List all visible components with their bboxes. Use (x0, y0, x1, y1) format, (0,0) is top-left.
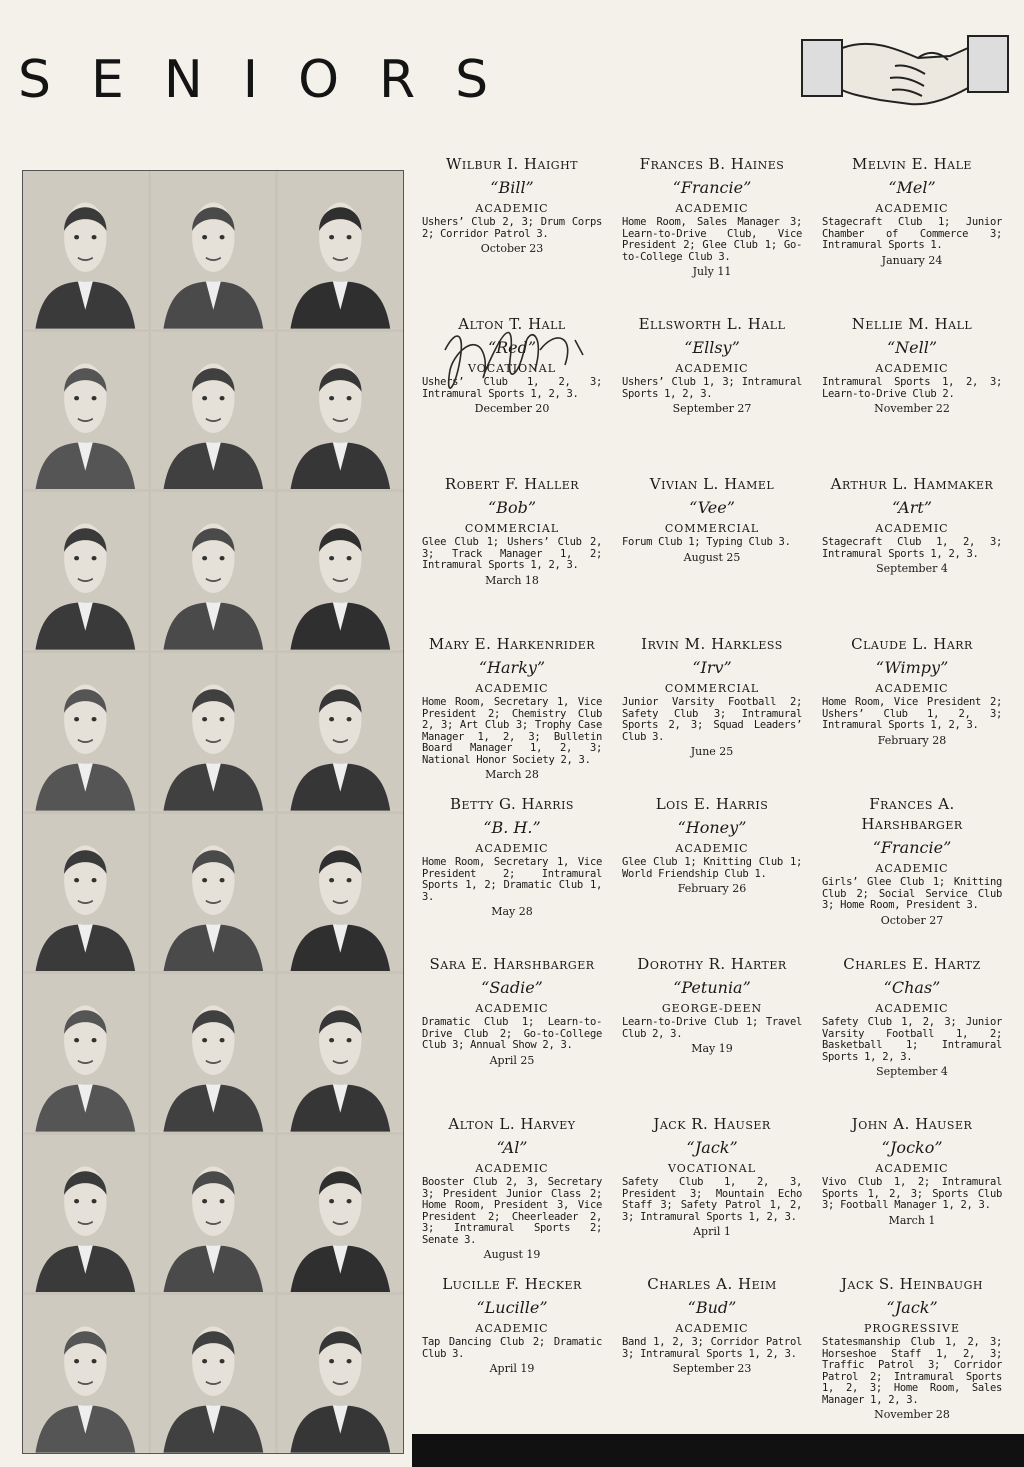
senior-nickname: “Sadie” (481, 978, 543, 997)
student-portrait (278, 332, 403, 490)
senior-activities: Girls’ Glee Club 1; Knitting Club 2; Social Service Club 3; Home Room, President 3. (822, 876, 1002, 911)
senior-name: Charles E. Hartz (843, 955, 981, 973)
senior-nickname: “Mel” (888, 178, 936, 197)
senior-activities: Home Room, Secretary 1, Vice President 2; Chemistry Club 2, 3; Art Club 3; Trophy Case Manager 1, 2, 3; Bulletin Board Manager 1, 2, 3; National Honor Society 2, 3. (422, 696, 602, 766)
senior-activities: Statesmanship Club 1, 2, 3; Horseshoe Staff 1, 2, 3; Traffic Patrol 3; Corridor Patrol 2; Intramural Sports 1, 2, 3; Home Room, Sales Manager 1, 2, 3. (822, 1336, 1002, 1406)
senior-activities: Ushers’ Club 1, 2, 3; Intramural Sports 1, 2, 3. (422, 376, 602, 400)
student-portrait (151, 974, 276, 1132)
student-portrait (278, 814, 403, 972)
senior-name: Mary E. Harkenrider (428, 635, 596, 653)
student-portrait (278, 1295, 403, 1453)
senior-course: ACADEMIC (475, 1322, 549, 1335)
senior-nickname: “Irv” (692, 658, 732, 677)
senior-course: ACADEMIC (475, 1162, 549, 1175)
student-portrait (23, 1135, 148, 1293)
senior-course: ACADEMIC (675, 1322, 749, 1335)
bottom-bar (412, 1434, 1024, 1467)
senior-nickname: “Bill” (490, 178, 534, 197)
senior-entry (412, 1108, 612, 1268)
senior-name: Vivian L. Hamel (649, 475, 775, 493)
senior-birthday: September 23 (672, 1362, 752, 1375)
senior-name: Alton L. Harvey (448, 1115, 576, 1133)
senior-course: ACADEMIC (875, 862, 949, 875)
senior-birthday: July 11 (692, 265, 732, 278)
senior-name: Lucille F. Hecker (442, 1275, 582, 1293)
senior-name: Arthur L. Hammaker (830, 475, 994, 493)
senior-birthday: April 25 (489, 1053, 535, 1067)
senior-activities: Learn-to-Drive Club 1; Travel Club 2, 3. (622, 1016, 802, 1040)
senior-activities: Home Room, Vice President 2; Ushers’ Club 1, 2, 3; Intramural Sports 1, 2, 3. (822, 696, 1002, 731)
senior-course: COMMERCIAL (664, 682, 760, 695)
senior-entry (612, 1268, 812, 1428)
senior-entry (612, 468, 812, 628)
senior-course: ACADEMIC (475, 202, 549, 215)
senior-birthday: January 24 (881, 253, 943, 267)
senior-birthday: March 1 (888, 1213, 936, 1227)
student-portrait (151, 814, 276, 972)
student-portrait (151, 332, 276, 490)
senior-activities: Booster Club 2, 3, Secretary 3; President Junior Class 2; Home Room, President 3, Vice President 2; Cheerleader 2, 3; Intramural Sports 2; Senate 3. (422, 1176, 602, 1246)
student-portrait (278, 492, 403, 650)
senior-entry (612, 308, 812, 468)
senior-birthday: November 22 (874, 402, 950, 415)
senior-birthday: September 27 (672, 402, 752, 415)
senior-nickname: “Jack” (886, 1298, 938, 1317)
senior-nickname: “Art” (892, 498, 932, 517)
senior-course: COMMERCIAL (664, 522, 760, 535)
senior-name: Frances B. Haines (639, 155, 785, 173)
senior-name: Melvin E. Hale (852, 155, 972, 173)
senior-nickname: “Harky” (478, 658, 546, 677)
senior-name: Jack R. Hauser (653, 1115, 771, 1133)
senior-name: Irvin M. Harkless (641, 635, 783, 653)
senior-birthday: March 28 (485, 768, 539, 781)
senior-activities: Dramatic Club 1; Learn-to-Drive Club 2; Go-to-College Club 3; Annual Show 2, 3. (422, 1016, 602, 1051)
senior-entry (412, 628, 612, 788)
student-portrait (23, 1295, 148, 1453)
photo-grid (22, 170, 404, 1454)
senior-birthday: May 19 (691, 1042, 733, 1055)
senior-nickname: “Jack” (686, 1138, 738, 1157)
senior-entries (412, 148, 1012, 1428)
senior-entry (812, 628, 1012, 788)
senior-entry (812, 788, 1012, 948)
senior-nickname: “Red” (487, 338, 537, 357)
student-portrait (151, 1295, 276, 1453)
student-portrait (151, 1135, 276, 1293)
student-portrait (23, 653, 148, 811)
student-portrait (278, 171, 403, 329)
senior-entry (412, 1268, 612, 1428)
senior-activities: Ushers’ Club 1, 3; Intramural Sports 1, 2, 3. (622, 376, 802, 400)
senior-activities: Tap Dancing Club 2; Dramatic Club 3. (422, 1336, 602, 1360)
senior-course: VOCATIONAL (467, 362, 557, 375)
student-portrait (23, 492, 148, 650)
senior-entry (612, 788, 812, 948)
senior-course: ACADEMIC (875, 1002, 949, 1015)
senior-entry (412, 468, 612, 628)
senior-nickname: “Lucille” (476, 1298, 548, 1317)
senior-activities: Safety Club 1, 2, 3, President 3; Mountain Echo Staff 3; Safety Patrol 1, 2, 3; Intramural Sports 1, 2, 3. (622, 1176, 802, 1223)
student-portrait (23, 974, 148, 1132)
senior-course: GEORGE-DEEN (661, 1002, 763, 1015)
senior-birthday: October 27 (880, 913, 944, 927)
senior-nickname: “Bud” (687, 1298, 737, 1317)
senior-course: ACADEMIC (875, 522, 949, 535)
senior-birthday: November 28 (874, 1408, 950, 1421)
page-title: SENIORS (18, 50, 529, 110)
senior-entry (612, 948, 812, 1108)
senior-course: ACADEMIC (475, 682, 549, 695)
senior-course: VOCATIONAL (667, 1162, 757, 1175)
student-portrait (23, 814, 148, 972)
senior-activities: Stagecraft Club 1, 2, 3; Intramural Sports 1, 2, 3. (822, 536, 1002, 560)
senior-birthday: September 4 (876, 1065, 948, 1078)
senior-birthday: February 28 (877, 733, 947, 747)
senior-birthday: August 25 (683, 550, 741, 564)
senior-name: Wilbur I. Haight (445, 155, 579, 173)
senior-name: Betty G. Harris (450, 795, 574, 813)
senior-name: Ellsworth L. Hall (638, 315, 786, 333)
senior-course: ACADEMIC (475, 842, 549, 855)
senior-name: Nellie M. Hall (851, 315, 973, 333)
senior-name: Charles A. Heim (647, 1275, 777, 1293)
senior-birthday: August 19 (483, 1248, 541, 1261)
senior-nickname: “Vee” (689, 498, 735, 517)
senior-name: Claude L. Harr (851, 635, 973, 653)
senior-course: PROGRESSIVE (864, 1322, 960, 1335)
senior-nickname: “Jocko” (881, 1138, 943, 1157)
senior-course: COMMERCIAL (464, 522, 560, 535)
senior-entry (412, 308, 612, 468)
senior-activities: Forum Club 1; Typing Club 3. (622, 536, 791, 548)
senior-entry (812, 1268, 1012, 1428)
senior-nickname: “Francie” (672, 178, 752, 197)
senior-birthday: February 26 (677, 882, 747, 895)
senior-nickname: “Ellsy” (684, 338, 740, 357)
senior-birthday: December 20 (474, 402, 550, 415)
student-portrait (151, 492, 276, 650)
senior-activities: Glee Club 1; Knitting Club 1; World Friendship Club 1. (622, 856, 802, 880)
senior-activities: Glee Club 1; Ushers’ Club 2, 3; Track Manager 1, 2; Intramural Sports 1, 2, 3. (422, 536, 602, 571)
senior-activities: Band 1, 2, 3; Corridor Patrol 3; Intramural Sports 1, 2, 3. (622, 1336, 802, 1360)
senior-activities: Home Room, Sales Manager 3; Learn-to-Drive Club, Vice President 2; Glee Club 1; Go-to-College Club 3. (622, 216, 802, 263)
senior-name: Lois E. Harris (655, 795, 769, 813)
senior-entry (812, 308, 1012, 468)
handshake-icon (800, 18, 1010, 128)
senior-entry (812, 468, 1012, 628)
senior-activities: Safety Club 1, 2, 3; Junior Varsity Football 1, 2; Basketball 1; Intramural Sports 1, 2, 3. (822, 1016, 1002, 1063)
senior-activities: Ushers’ Club 2, 3; Drum Corps 2; Corridor Patrol 3. (422, 216, 602, 240)
senior-nickname: “Al” (496, 1138, 528, 1157)
senior-nickname: “Bob” (488, 498, 536, 517)
senior-name: Frances A. Harshbarger (861, 795, 963, 833)
senior-name: Jack S. Heinbaugh (841, 1275, 983, 1293)
student-portrait (278, 974, 403, 1132)
senior-entry (612, 628, 812, 788)
senior-nickname: “Nell” (886, 338, 938, 357)
senior-name: Alton T. Hall (458, 315, 566, 333)
senior-birthday: October 23 (480, 242, 544, 255)
senior-name: Dorothy R. Harter (637, 955, 787, 973)
student-portrait (23, 171, 148, 329)
senior-name: Robert F. Haller (444, 475, 580, 493)
senior-birthday: March 18 (485, 573, 539, 587)
senior-entry (612, 1108, 812, 1268)
senior-nickname: “Chas” (883, 978, 941, 997)
senior-activities: Intramural Sports 1, 2, 3; Learn-to-Drive Club 2. (822, 376, 1002, 400)
senior-course: ACADEMIC (475, 1002, 549, 1015)
senior-nickname: “Francie” (872, 838, 952, 857)
senior-activities: Home Room, Secretary 1, Vice President 2; Intramural Sports 1, 2; Dramatic Club 1, 3. (422, 856, 602, 903)
senior-birthday: April 1 (693, 1225, 731, 1238)
senior-course: ACADEMIC (875, 1162, 949, 1175)
senior-course: ACADEMIC (675, 842, 749, 855)
senior-birthday: April 19 (489, 1362, 535, 1375)
student-portrait (151, 171, 276, 329)
senior-nickname: “Petunia” (673, 978, 751, 997)
senior-course: ACADEMIC (675, 202, 749, 215)
senior-entry (612, 148, 812, 308)
senior-course: ACADEMIC (875, 682, 949, 695)
senior-name: Sara E. Harshbarger (429, 955, 595, 973)
senior-course: ACADEMIC (875, 362, 949, 375)
senior-activities: Vivo Club 1, 2; Intramural Sports 1, 2, 3; Sports Club 3; Football Manager 1, 2, 3. (822, 1176, 1002, 1211)
senior-entry (812, 1108, 1012, 1268)
senior-course: ACADEMIC (875, 202, 949, 215)
student-portrait (278, 1135, 403, 1293)
senior-name: John A. Hauser (851, 1115, 973, 1133)
senior-entry (812, 148, 1012, 308)
senior-activities: Stagecraft Club 1; Junior Chamber of Commerce 3; Intramural Sports 1. (822, 216, 1002, 251)
student-portrait (278, 653, 403, 811)
student-portrait (23, 332, 148, 490)
senior-nickname: “Honey” (677, 818, 747, 837)
senior-entry (812, 948, 1012, 1108)
senior-birthday: May 28 (491, 905, 533, 918)
student-portrait (151, 653, 276, 811)
senior-birthday: June 25 (690, 745, 734, 758)
senior-nickname: “B. H.” (483, 818, 541, 837)
senior-entry (412, 948, 612, 1108)
senior-activities: Junior Varsity Football 2; Safety Club 3; Intramural Sports 2, 3; Squad Leaders’ Club 3. (622, 696, 802, 743)
senior-entry (412, 788, 612, 948)
senior-birthday: September 4 (876, 562, 948, 575)
senior-course: ACADEMIC (675, 362, 749, 375)
senior-entry (412, 148, 612, 308)
senior-nickname: “Wimpy” (875, 658, 949, 677)
